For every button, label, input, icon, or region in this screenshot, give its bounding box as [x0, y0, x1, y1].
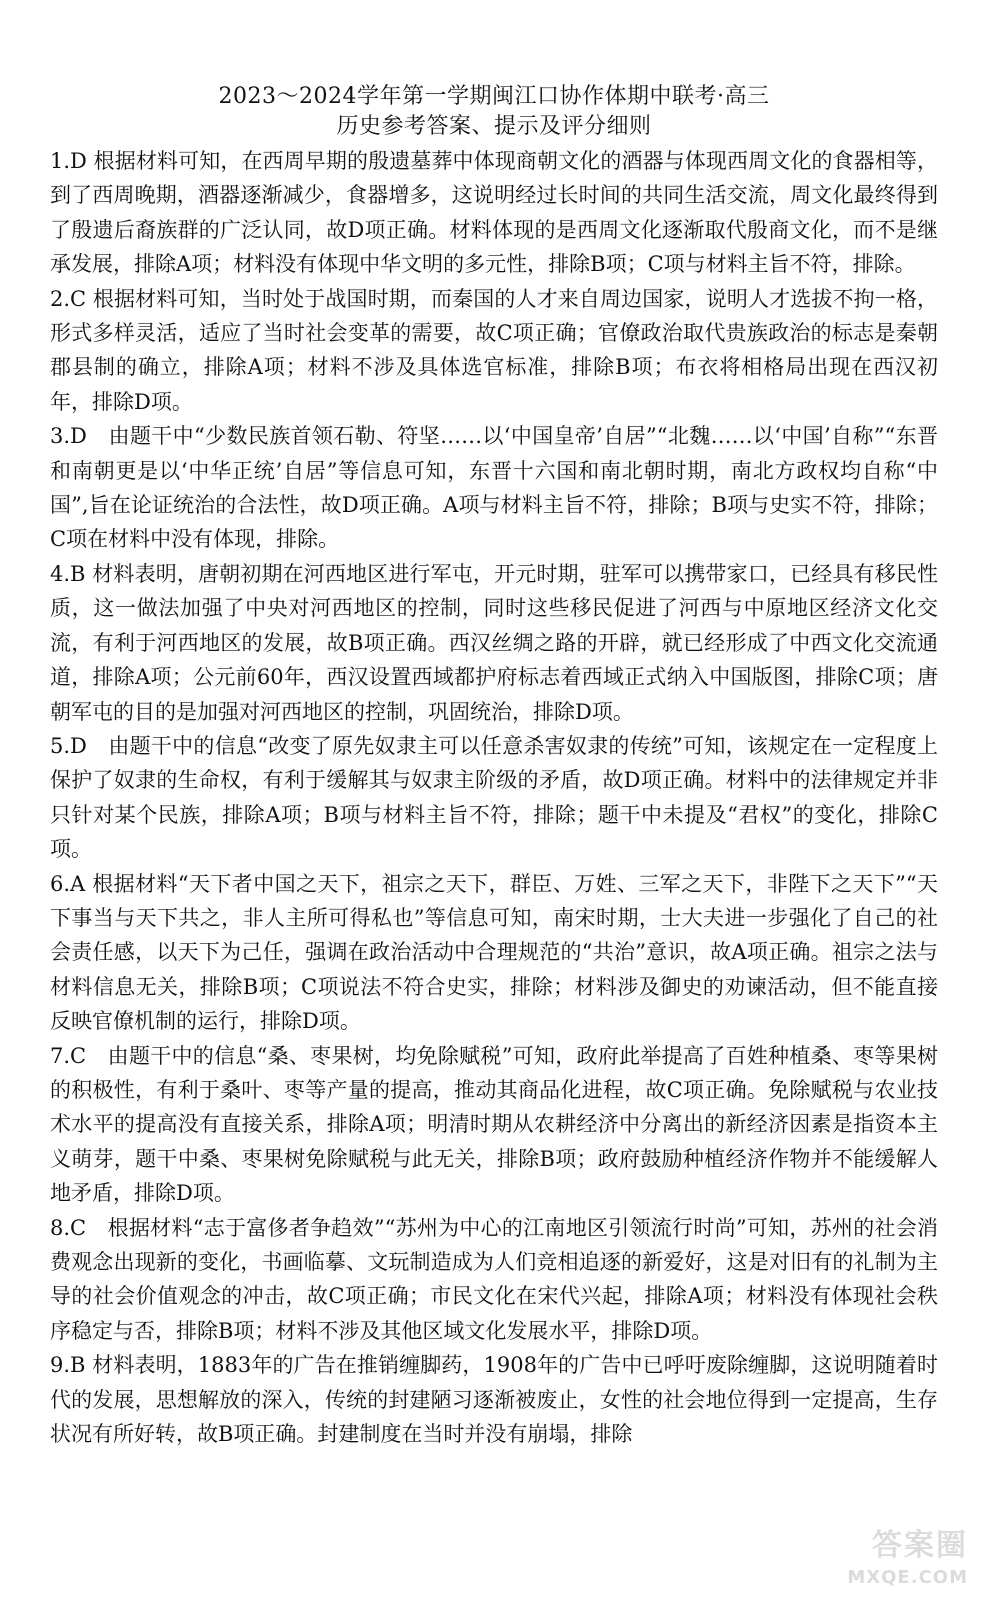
answer-item-7: 7.C 由题干中的信息“桑、枣果树，均免除赋税”可知，政府此举提高了百姓种植桑、枣等果树的积极性，有利于桑叶、枣等产量的提高，推动其商品化进程，故C项正确。免除赋税与农业技术水平的提高没有直接关系，排除A项；明清时期从农耕经济中分离出的新经济因素是指资本主义萌芽，题干中桑、枣果树免除赋税与此无关，排除B项；政府鼓励种植经济作物并不能缓解人地矛盾，排除D项。 — [50, 1043, 938, 1206]
watermark-logo — [824, 1520, 974, 1590]
answer-item-8: 8.C 根据材料“志于富侈者争趋效”“苏州为中心的江南地区引领流行时尚”可知，苏州的社会消费观念出现新的变化，书画临摹、文玩制造成为人们竞相追逐的新爱好，这是对旧有的礼制为主导的社会价值观念的冲击，故C项正确；市民文化在宋代兴起，排除A项；材料没有体现社会秩序稳定与否，排除B项；材料不涉及其他区域文化发展水平，排除D项。 — [50, 1215, 938, 1343]
answer-item-4: 4.B 材料表明，唐朝初期在河西地区进行军屯，开元时期，驻军可以携带家口，已经具有移民性质，这一做法加强了中央对河西地区的控制，同时这些移民促进了河西与中原地区经济文化交流，有利于河西地区的发展，故B项正确。西汉丝绸之路的开辟，就已经形成了中西文化交流通道，排除A项；公元前60年，西汉设置西域都护府标志着西域正式纳入中国版图，排除C项；唐朝军屯的目的是加强对河西地区的控制，巩固统治，排除D项。 — [50, 561, 938, 724]
document-page — [50, 82, 938, 1451]
answer-item-9: 9.B 材料表明，1883年的广告在推销缠脚药，1908年的广告中已呼吁废除缠脚，这说明随着时代的发展，思想解放的深入，传统的封建陋习逐渐被废止，女性的社会地位得到一定提高，生存状况有所好转，故B项正确。封建制度在当时并没有崩塌，排除 — [50, 1353, 938, 1447]
answer-item-1: 1.D 根据材料可知，在西周早期的殷遗墓葬中体现商朝文化的酒器与体现西周文化的食器相等，到了西周晚期，酒器逐渐减少，食器增多，这说明经过长时间的共同生活交流，周文化最终得到了殷遗后裔族群的广泛认同，故D项正确。材料体现的是西周文化逐渐取代殷商文化，而不是继承发展，排除A项；材料没有体现中华文明的多元性，排除B项；C项与材料主旨不符，排除。 — [50, 149, 938, 277]
watermark-logo-text: 答案圈 — [872, 1528, 968, 1563]
watermark-url: MXQE.COM — [847, 1567, 968, 1588]
answer-item-6: 6.A 根据材料“天下者中国之天下，祖宗之天下，群臣、万姓、三军之天下，非陛下之天下”“天下事当与天下共之，非人主所可得私也”等信息可知，南宋时期，士大夫进一步强化了自己的社会责任感，以天下为己任，强调在政治活动中合理规范的“共治”意识，故A项正确。祖宗之法与材料信息无关，排除B项；C项说法不符合史实，排除；材料涉及御史的劝谏活动，但不能直接反映官僚机制的运行，排除D项。 — [50, 871, 938, 1034]
answer-item-5: 5.D 由题干中的信息“改变了原先奴隶主可以任意杀害奴隶的传统”可知，该规定在一定程度上保护了奴隶的生命权，有利于缓解其与奴隶主阶级的矛盾，故D项正确。材料中的法律规定并非只针对某个民族，排除A项；B项与材料主旨不符，排除；题干中未提及“君权”的变化，排除C项。 — [50, 733, 938, 862]
answer-item-3: 3.D 由题干中“少数民族首领石勒、符坚……以‘中国皇帝’自居”“北魏……以‘中国’自称”“东晋和南朝更是以‘中华正统’自居”等信息可知，东晋十六国和南北朝时期，南北方政权均自称“中国”,旨在论证统治的合法性，故D项正确。A项与材料主旨不符，排除；B项与史实不符，排除；C项在材料中没有体现，排除。 — [50, 424, 938, 552]
document-subtitle: 历史参考答案、提示及评分细则 — [336, 114, 652, 139]
answer-list — [50, 144, 938, 1451]
document-title: 2023～2024学年第一学期闽江口协作体期中联考·高三 — [218, 84, 770, 109]
answer-item-2: 2.C 根据材料可知，当时处于战国时期，而秦国的人才来自周边国家，说明人才选拔不拘一格，形式多样灵活，适应了当时社会变革的需要，故C项正确；官僚政治取代贵族政治的标志是秦朝郡县制的确立，排除A项；材料不涉及具体选官标准，排除B项；布衣将相格局出现在西汉初年，排除D项。 — [50, 286, 938, 414]
